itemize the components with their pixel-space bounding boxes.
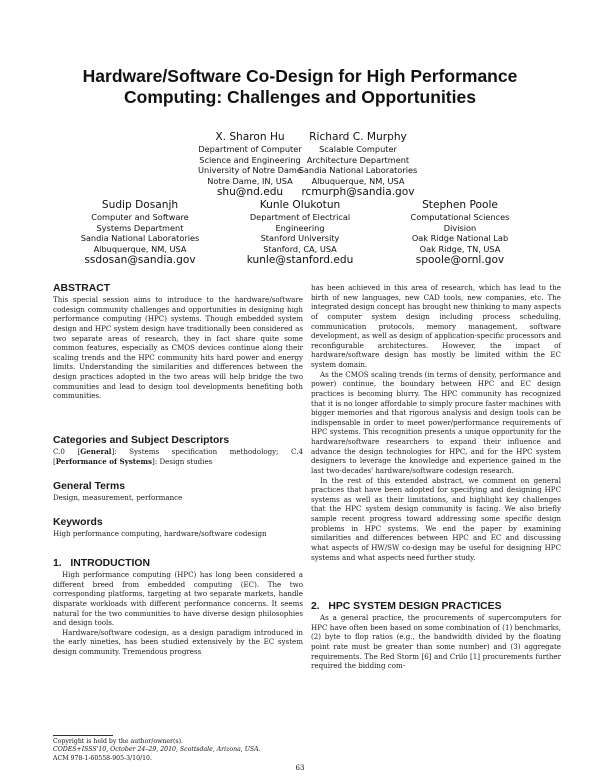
author-affiliation-line: Sandia National Laboratories — [80, 233, 200, 244]
section-2-paragraph-1: As a general practice, the procurements of supercomputers for HPC have often been based on some combination of (1) benchmarks, (2) byte to flop ratios (e.g., the bandwidth divided by the floating point rate must be greater than some number) and (3) aggregate requirements. The Red Storm [6] and Crilo [1] procurements further required the bidding com- — [311, 613, 561, 671]
keywords-text: High performance computing, hardware/software codesign — [53, 529, 267, 538]
author-affiliation-line: Computer and Software — [91, 212, 189, 222]
author-block — [225, 199, 375, 267]
footnote-line-3: ACM 978-1-60558-905-3/10/10. — [53, 754, 152, 762]
right-paragraph-2: As the CMOS scaling trends (in terms of density, performance and power) continue, the boundary between HPC and EC design practices is becoming blurry. The HPC community has recognized that it is no longer affordable to simply procure faster machines with bigger memories and that rigorous analysis and design tools can be indispensable in order to meet power/performance requirements of HPC systems. This recognition presents a unique opportunity for the hardware/software researchers to expand their influence and advance the design technologies for HPC, and for the HPC system designers to leverage the knowledge and experience gained in the last two-decades' hardware/software codesign research. — [311, 369, 561, 475]
author-affiliation-line: Department of Computer — [198, 144, 302, 154]
categories-text: C.0 [General]: Systems specification methodology; C.4 [Performance of Systems]: Design studies — [53, 447, 304, 466]
author-affiliation-line: Architecture Department — [306, 154, 410, 165]
footnote-rule — [53, 735, 113, 736]
author-affiliation-line: Albuquerque, NM, USA — [311, 175, 405, 186]
author-affiliation-line: Systems Department — [96, 222, 184, 233]
general-terms-heading: General Terms — [53, 481, 125, 492]
author-affiliation-line: Notre Dame, IN, USA — [207, 175, 293, 186]
right-paragraph-1: has been achieved in this area of research, which has lead to the birth of new languages, new CAD tools, new companies, etc. The integrated design concept has brought new thinking to many aspects of computer system design including process scheduling, communication protocols, memory management, software development, as well as design of application-specific processors and reconfigurable architectures. However, the impact of hardware/software design has mostly be limited within the EC system domain. — [311, 283, 561, 369]
general-terms-text: Design, measurement, performance — [53, 493, 183, 502]
author-affiliation-line: University of Notre Dame — [198, 165, 302, 176]
abstract-section — [53, 283, 303, 401]
author-name: Richard C. Murphy — [309, 131, 407, 143]
abstract-text: This special session aims to introduce to the hardware/software codesign community challenges and opportunities in designing high performance computing (HPC) systems. Though embedded system design and HPC system design have traditionally been considered as two separate areas of research, they in fact share quite some common features, especially as CMOS devices continue along their scaling trends and the HPC community hits hard power and energy limits. Understanding the similarities and differences between the design practices adopted in the two areas will help bridge the two communities and lead to design tool developments benefiting both communities. — [53, 295, 303, 401]
introduction-continued — [311, 283, 561, 562]
author-block — [385, 199, 535, 267]
author-affiliation-line: Computational Sciences — [410, 212, 510, 222]
author-affiliation-line: Engineering — [275, 222, 325, 233]
right-paragraph-3: In the rest of this extended abstract, we comment on general practices that have been adopted for specifying and designing HPC systems as well as their limitations, and highlight key challenges that the HPC system design community is facing. We also briefly sample recent progress toward addressing some specific design problems in HPC systems. We end the paper by examining similarities and differences between HPC and EC and discussing what aspects of HW/SW co-design may be useful for designing HPC systems and what aspects need further study. — [311, 475, 561, 562]
keywords-heading: Keywords — [53, 517, 103, 528]
categories-heading: Categories and Subject Descriptors — [53, 435, 230, 446]
author-email: spoole@ornl.gov — [415, 254, 505, 267]
author-affiliation-line: Science and Engineering — [199, 154, 301, 165]
categories-section — [53, 435, 303, 466]
introduction-paragraph-2: Hardware/software codesign, as a design paradigm introduced in the early nineties, has been studied extensively by the EC system design community. Tremendous progress — [53, 627, 303, 656]
author-affiliation-line: Oak Ridge, TN, USA — [419, 243, 501, 254]
author-affiliation-line: Department of Electrical — [249, 212, 351, 222]
author-affiliation-line: Sandia National Laboratories — [298, 165, 418, 176]
author-email: kunle@stanford.edu — [246, 254, 354, 267]
footnote-line-2: CODES+ISSS'10, October 24–29, 2010, Scottsdale, Arizona, USA. — [53, 746, 261, 754]
paper-title — [40, 66, 560, 108]
author-affiliation-line: Albuquerque, NM, USA — [93, 243, 187, 254]
author-name: Sudip Dosanjh — [101, 199, 179, 211]
author-email: rcmurph@sandia.gov — [301, 186, 415, 199]
author-name: Kunle Olukotun — [259, 199, 341, 211]
author-block — [65, 199, 215, 267]
title-line-2: Computing: Challenges and Opportunities — [124, 87, 476, 107]
section-2 — [311, 601, 561, 671]
section-2-heading: 2. HPC SYSTEM DESIGN PRACTICES — [311, 601, 502, 612]
author-affiliation-line: Oak Ridge National Lab — [411, 233, 509, 244]
author-affiliation-line: Stanford, CA, USA — [263, 243, 337, 254]
author-name: Stephen Poole — [422, 199, 498, 211]
copyright-footnote — [53, 738, 303, 763]
page-number: 63 — [295, 764, 305, 772]
author-email: shu@nd.edu — [216, 186, 284, 199]
author-email: ssdosan@sandia.gov — [84, 254, 196, 267]
abstract-heading: ABSTRACT — [53, 283, 111, 294]
title-line-1: Hardware/Software Co-Design for High Performance — [82, 66, 518, 86]
general-terms-section — [53, 481, 303, 503]
introduction-paragraph-1: High performance computing (HPC) has long been considered a different breed from embedded computing (EC). The two corresponding platforms, targeting at two separate markets, handle disparate workloads with different performance concerns. It seems natural for the two communities to have diverse design philosophies and design tools. — [53, 570, 303, 628]
introduction-section — [53, 558, 303, 657]
author-block — [283, 131, 433, 199]
author-affiliation-line: Division — [443, 222, 477, 233]
author-name: X. Sharon Hu — [215, 131, 285, 143]
author-affiliation-line: Stanford University — [260, 233, 340, 244]
footnote-line-1: Copyright is held by the author/owner(s). — [53, 738, 183, 745]
author-affiliation-line: Scalable Computer — [319, 144, 397, 154]
introduction-heading: 1. INTRODUCTION — [53, 558, 150, 569]
keywords-section — [53, 517, 303, 539]
